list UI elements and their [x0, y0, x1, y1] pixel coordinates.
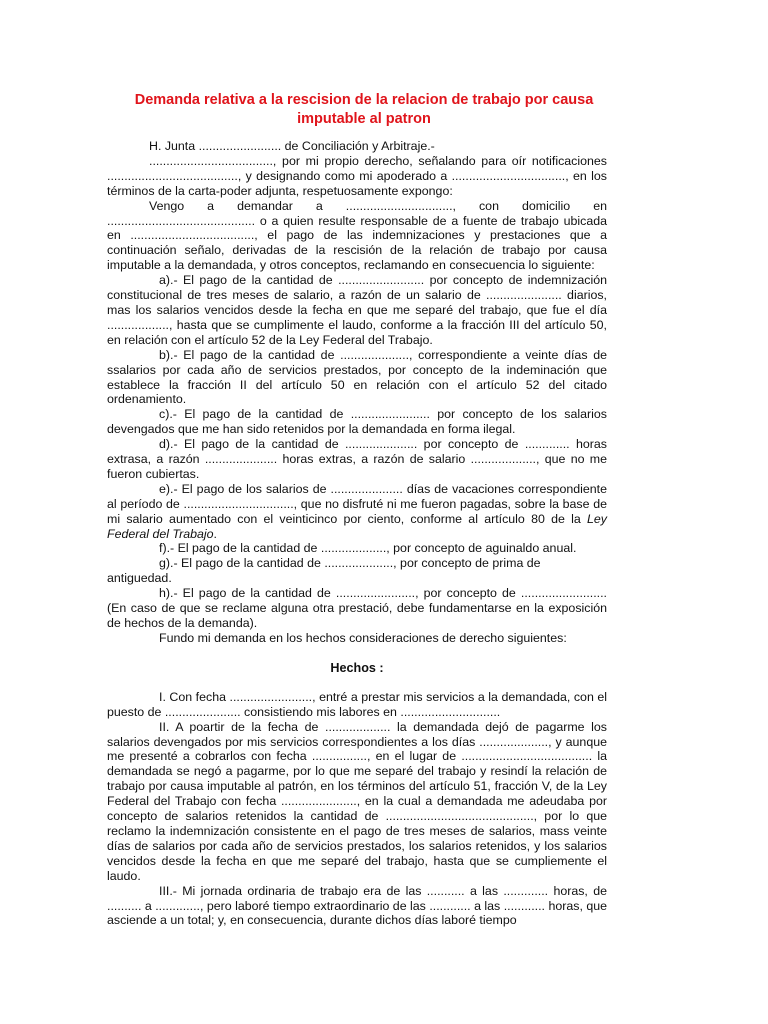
claim-item-e-text: e).- El pago de los salarios de ..................... días de vacaciones correspondiente al período de ................................, que no disfruté ni me fueron pagadas, sobre la base de mi salario aumentado con el veinticinco por ciento, conforme al artículo 80 de la: [107, 481, 607, 526]
claim-item-e-end: .: [213, 526, 217, 541]
section-heading-hechos: Hechos :: [330, 660, 384, 675]
legal-basis-line: Fundo mi demanda en los hechos consideraciones de derecho siguientes:: [159, 630, 567, 645]
plaintiff-paragraph: ...................................., por mi propio derecho, señalando para oír notificaciones ......................................, y designando como mi apoderado a ................................., en los términos de la carta-poder adjunta, respetuosamente expongo:: [107, 153, 607, 198]
claim-item-d: d).- El pago de la cantidad de ..................... por concepto de ............. horas extrasa, a razón ..................... horas extras, a razón de salario ..................., que no me fueron cubiertas.: [107, 437, 607, 481]
claim-item-h: h).- El pago de la cantidad de ......................., por concepto de ......................... (En caso de que se reclame alguna otra prestació, debe fundamentarse en la exposición de hechos de la demanda).: [107, 586, 607, 630]
claim-item-e: [107, 482, 607, 542]
document-body: [107, 139, 607, 928]
addressee-line: H. Junta ........................ de Conciliación y Arbitraje.-: [149, 139, 435, 153]
claim-item-e-law: Ley Federal del Trabajo: [107, 511, 607, 541]
document-title: Demanda relativa a la rescision de la relacion de trabajo por causa imputable al patron: [134, 92, 594, 127]
fact-3: III.- Mi jornada ordinaria de trabajo era de las ........... a las ............. horas, de .......... a ............., pero laboré tiempo extraordinario de las ............ a las ............ horas, que asciende a un total; y, en consecuencia, durante dichos días laboré tiempo: [107, 883, 607, 928]
claim-item-f: f).- El pago de la cantidad de ..................., por concepto de aguinaldo anual.: [159, 541, 577, 556]
claim-item-a: a).- El pago de la cantidad de ......................... por concepto de indemnización constitucional de tres meses de salario, a razón de un salario de ...................... diarios, mas los salarios vencidos desde la fecha en que me separé del trabajo, que fue el día .................., hasta que se cumplimente el laudo, conforme a la fracción III del artículo 50, en relación con el artículo 52 de la Ley Federal del Trabajo.: [107, 273, 607, 347]
fact-2: II. A poartir de la fecha de ................... la demandada dejó de pagarme los salarios devengados por mis servicios correspondientes a los días ...................., y aunque me presenté a cobrarlos con fecha ................, en el lugar de ...................................... la demandada se negó a pagarme, por lo que me separé del trabajo y resindí la relación de trabajo por causa imputable al patrón, en los términos del artículo 51, fracción V, de la Ley Federal del Trabajo con fecha ......................, en la cual a demandada me adeudaba por concepto de salarios retenidos la cantidad de ..........................................., por lo que reclamo la indemnización consistente en el pago de tres meses de salarios, mass veinte días de salarios por cada año de servicios prestados, los salarios retenidos, y los salarios vencidos desde la fecha en que me separé del trabajo, hasta que se cumpliemente el laudo.: [107, 719, 607, 883]
claim-intro-paragraph: Vengo a demandar a ..............................., con domicilio en ........................................... o a quien resulte responsable de a fuente de trabajo ubicada en ...................................., el pago de las indemnizaciones y prestaciones que a continuación señalo, derivadas de la rescisión de la relación de trabajo por causa imputable a la demandada, y otros conceptos, reclamando en consecuencia lo siguiente:: [107, 198, 607, 273]
claim-item-b: b).- El pago de la cantidad de ...................., correspondiente a veinte días de ssalarios por cada año de servicios prestados, por concepto de la indeminación que establece la fracción II del artículo 50 en relación con el artículo 52 del citado ordenamiento.: [107, 347, 607, 407]
fact-1: I. Con fecha ........................, entré a prestar mis servicios a la demandada, con el puesto de ...................... consistiendo mis labores en .............................: [107, 689, 607, 719]
claim-item-c: c).- El pago de la cantidad de ....................... por concepto de los salarios devengados que me han sido retenidos por la demandada en forma ilegal.: [107, 407, 607, 437]
claim-item-g: g).- El pago de la cantidad de ...................., por concepto de prima de antiguedad.: [107, 556, 541, 586]
